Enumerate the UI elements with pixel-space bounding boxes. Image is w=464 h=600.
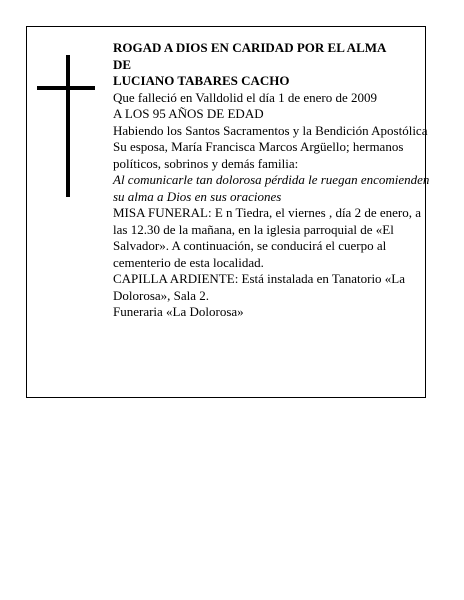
- funeral-home: Funeraria «La Dolorosa»: [113, 304, 244, 319]
- cross-horizontal-bar: [37, 86, 95, 90]
- notice-heading-line1: ROGAD A DIOS EN CARIDAD POR EL ALMA: [113, 40, 387, 55]
- cross-vertical-bar: [66, 55, 70, 197]
- death-info: Que falleció en Valldolid el día 1 de enero de 2009: [113, 89, 378, 105]
- age-line: A LOS 95 AÑOS DE EDAD: [113, 106, 264, 121]
- notice-text: [113, 40, 431, 321]
- notice-heading-line2: DE: [113, 56, 132, 72]
- obituary-notice: [26, 26, 430, 398]
- chapel-info: CAPILLA ARDIENTE: Está instalada en Tanatorio «La Dolorosa», Sala 2.: [113, 271, 406, 303]
- prayer-request: Al comunicarle tan dolorosa pérdida le ruegan encomienden su alma a Dios en sus oraciones: [113, 172, 430, 204]
- family-line: Su esposa, María Francisca Marcos Argüello; hermanos políticos, sobrinos y demás familia:: [113, 139, 404, 171]
- funeral-mass: MISA FUNERAL: E n Tiedra, el viernes , día 2 de enero, a las 12.30 de la mañana, en la iglesia parroquial de «El Salvador». A continuación, se conducirá el cuerpo al cementerio de esta localidad.: [113, 205, 421, 270]
- sacraments-line: Habiendo los Santos Sacramentos y la Bendición Apostólica: [113, 122, 428, 138]
- deceased-name: LUCIANO TABARES CACHO: [113, 73, 290, 88]
